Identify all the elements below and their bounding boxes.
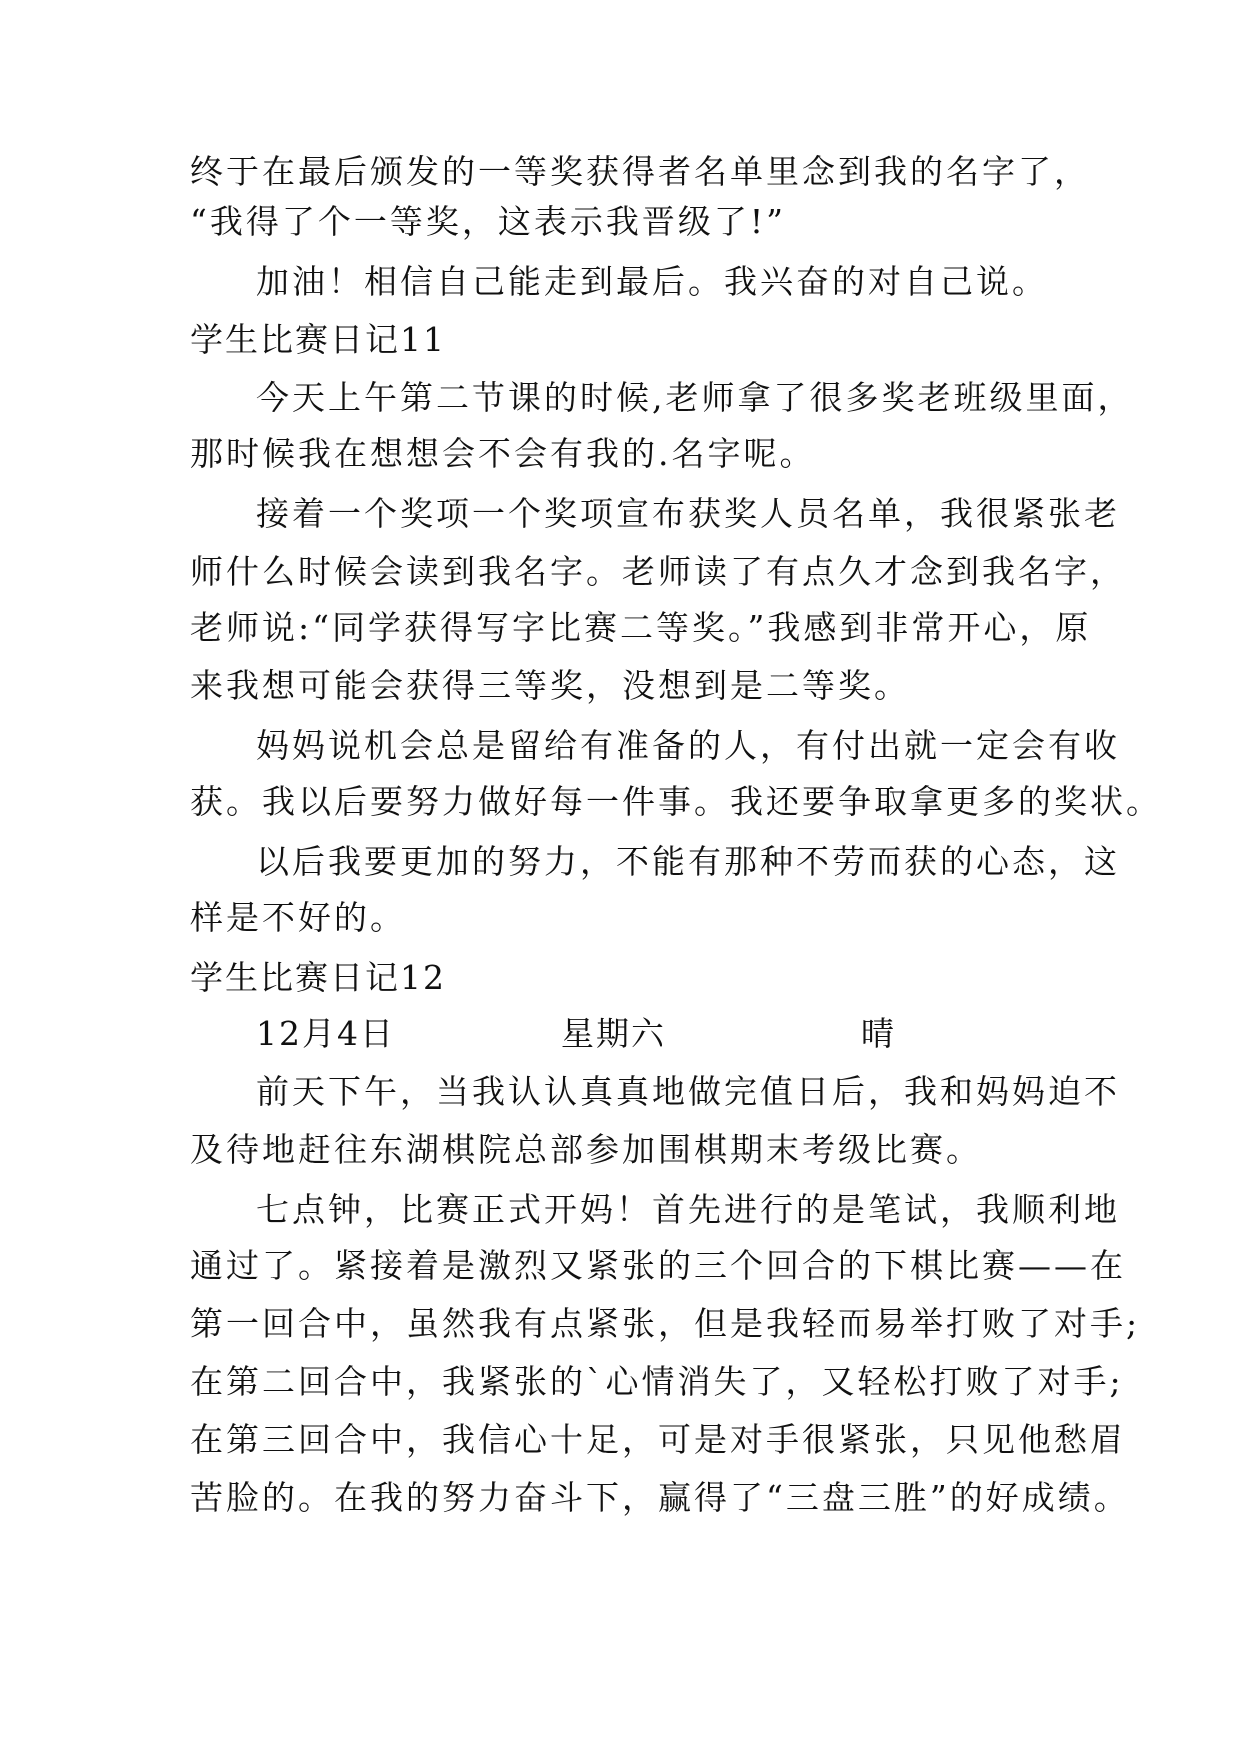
text-line: 来我想可能会获得三等奖，没想到是二等奖。 xyxy=(190,666,910,705)
text-line: 加油！相信自己能走到最后。我兴奋的对自己说。 xyxy=(256,262,1048,301)
diary-weather: 晴 xyxy=(861,1014,896,1053)
date-line xyxy=(256,1012,956,1056)
text-line: 通过了。紧接着是激烈又紧张的三个回合的下棋比赛——在 xyxy=(190,1246,1126,1285)
diary-date: 12月4日 xyxy=(256,1014,395,1053)
text-line: 在第二回合中，我紧张的`心情消失了，又轻松打败了对手; xyxy=(190,1362,1124,1401)
text-line: 样是不好的。 xyxy=(190,898,406,937)
diary-weekday: 星期六 xyxy=(561,1014,666,1053)
text-line: 第一回合中，虽然我有点紧张，但是我轻而易举打败了对手; xyxy=(190,1304,1141,1343)
text-line: “我得了个一等奖，这表示我晋级了!” xyxy=(190,202,787,241)
text-line: 获。我以后要努力做好每一件事。我还要争取拿更多的奖状。 xyxy=(190,782,1162,821)
text-line: 苦脸的。在我的努力奋斗下，赢得了“三盘三胜”的好成绩。 xyxy=(190,1478,1130,1517)
text-line: 师什么时候会读到我名字。老师读了有点久才念到我名字， xyxy=(190,552,1126,591)
text-line: 老师说:“同学获得写字比赛二等奖。”我感到非常开心，原 xyxy=(190,608,1092,647)
text-line: 今天上午第二节课的时候,老师拿了很多奖老班级里面， xyxy=(256,378,1134,417)
text-line: 在第三回合中，我信心十足，可是对手很紧张，只见他愁眉 xyxy=(190,1420,1126,1459)
text-line: 接着一个奖项一个奖项宣布获奖人员名单，我很紧张老 xyxy=(256,494,1120,533)
text-line: 七点钟，比赛正式开妈！首先进行的是笔试，我顺利地 xyxy=(256,1190,1120,1229)
text-line: 那时候我在想想会不会有我的.名字呢。 xyxy=(190,434,816,473)
text-line: 终于在最后颁发的一等奖获得者名单里念到我的名字了， xyxy=(190,152,1090,191)
text-line: 妈妈说机会总是留给有准备的人，有付出就一定会有收 xyxy=(256,726,1120,765)
section-heading: 学生比赛日记11 xyxy=(190,320,446,359)
text-line: 前天下午，当我认认真真地做完值日后，我和妈妈迫不 xyxy=(256,1072,1120,1111)
text-line: 及待地赶往东湖棋院总部参加围棋期末考级比赛。 xyxy=(190,1130,982,1169)
text-line: 以后我要更加的努力，不能有那种不劳而获的心态，这 xyxy=(256,842,1120,881)
section-heading: 学生比赛日记12 xyxy=(190,958,446,997)
